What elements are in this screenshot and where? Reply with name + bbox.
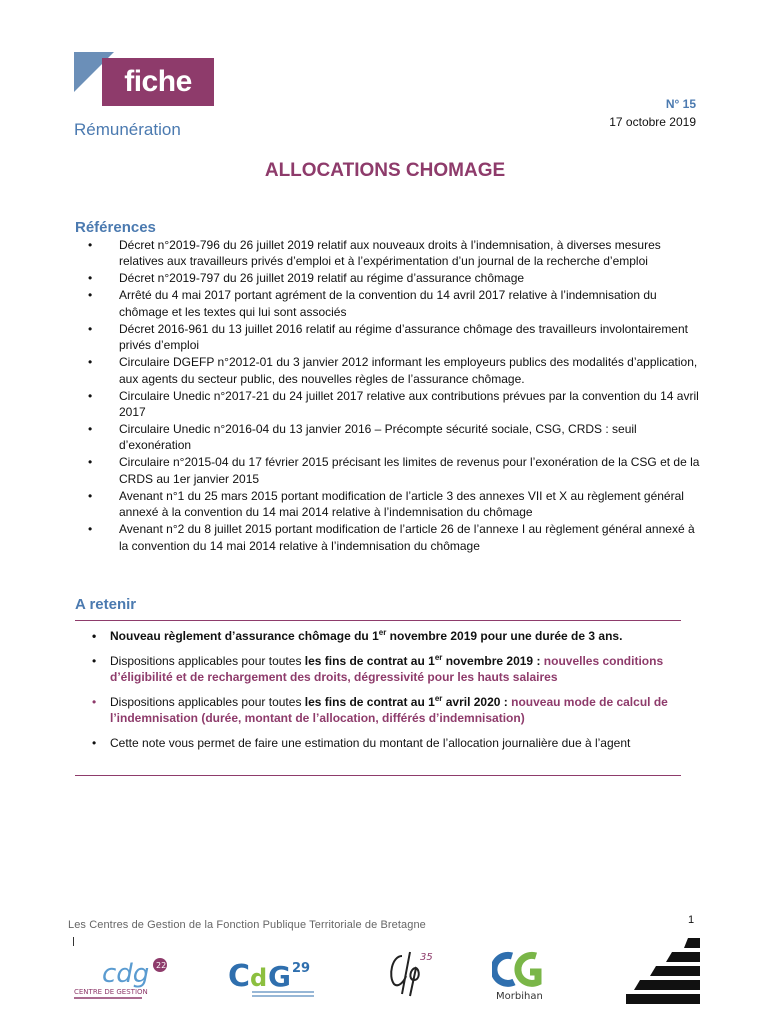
cdg22-logo [72,950,172,1002]
cdg56-logo [492,950,556,1002]
svg-text:cdg: cdg [102,959,150,989]
reference-item: • Décret n°2019-796 du 26 juillet 2019 relatif aux nouveaux droits à l’indemnisation, à diverses mesures relatives aux travailleurs privés d’emploi et à l’expérimentation d’un journal de la recherche d’emploi [88,237,700,270]
decorative-stripes [626,938,700,1004]
reference-item: • Décret n°2019-797 du 26 juillet 2019 relatif au régime d’assurance chômage [88,270,700,286]
reference-item: • Avenant n°1 du 25 mars 2015 portant modification de l’article 3 des annexes VII et X au règlement général annexé à la convention du 14 mai 2014 relative à l’indemnisation du chômage [88,488,700,521]
document-number: N° 15 [665,97,696,111]
reference-item: • Circulaire DGEFP n°2012-01 du 3 janvier 2012 informant les employeurs publics des modalités d’application, aux agents du secteur public, des nouvelles règles de l’assurance chômage. [88,354,700,387]
logo-text: fiche [102,58,214,106]
page-number: 1 [688,914,695,926]
reference-item: • Circulaire Unedic n°2016-04 du 13 janvier 2016 – Précompte sécurité sociale, CSG, CRDS : seuil d’exonération [88,421,700,454]
retenir-item-2: • Dispositions applicables pour toutes les fins de contrat au 1er novembre 2019 : nouvelles conditions d’éligibilité et de rechargement des droits, dégressivité pour les hauts salaires [88,653,688,685]
document-meta [609,95,696,131]
reference-item: • Arrêté du 4 mai 2017 portant agrément de la convention du 14 avril 2017 relative à l’indemnisation du chômage et les textes qui lui sont associés [88,287,700,320]
svg-text:22: 22 [156,961,167,970]
retenir-item-4: • Cette note vous permet de faire une estimation du montant de l’allocation journalière due à l’agent [88,735,688,751]
reference-item: • Circulaire Unedic n°2017-21 du 24 juillet 2017 relative aux contributions prévues par la convention du 14 avril 2017 [88,388,700,421]
footer-text: Les Centres de Gestion de la Fonction Publique Territoriale de Bretagne [68,919,426,931]
category-label: Rémunération [74,120,181,139]
retenir-heading: A retenir [75,596,137,613]
document-date: 17 octobre 2019 [609,115,696,129]
reference-item: • Circulaire n°2015-04 du 17 février 2015 précisant les limites de revenus pour l’exonération de la CSG et de la CRDS au 1er janvier 2015 [88,454,700,487]
retenir-top-rule [75,620,681,621]
retenir-bottom-rule [75,775,681,776]
document-title: ALLOCATIONS CHOMAGE [264,160,506,181]
footer-tick [73,937,74,946]
svg-text:Morbihan: Morbihan [496,991,543,1002]
retenir-item-1: • Nouveau règlement d’assurance chômage du 1er novembre 2019 pour une durée de 3 ans. [88,628,688,644]
svg-text:G: G [268,960,291,993]
cdg29-logo-mark [222,950,322,1002]
retenir-item-3: • Dispositions applicables pour toutes les fins de contrat au 1er avril 2020 : nouveau mode de calcul de l’indemnisation (durée, montant de l’allocation, différés d’indemnisation) [88,694,688,726]
references-heading: Références [75,219,156,236]
svg-text:C: C [228,959,251,994]
cdg29-logo [222,950,322,1002]
reference-item: • Décret 2016-961 du 13 juillet 2016 relatif au régime d’assurance chômage des travailleurs involontairement privés d’emploi [88,321,700,354]
cdg22-logo-mark [72,950,172,1002]
svg-text:29: 29 [292,961,311,976]
retenir-list [88,628,688,760]
reference-item: • Avenant n°2 du 8 juillet 2015 portant modification de l’article 26 de l’annexe I au règlement général annexé à la convention du 14 mai 2014 relative à l’indemnisation du chômage [88,521,700,554]
svg-text:CENTRE DE GESTION: CENTRE DE GESTION [74,988,148,996]
cdg35-logo-mark [380,946,440,1000]
cdg56-logo-mark [492,950,556,1002]
svg-text:35: 35 [420,952,433,963]
references-list [88,237,700,555]
cdg35-logo [380,946,440,1000]
fiche-logo [74,52,214,106]
svg-text:d: d [250,964,268,992]
